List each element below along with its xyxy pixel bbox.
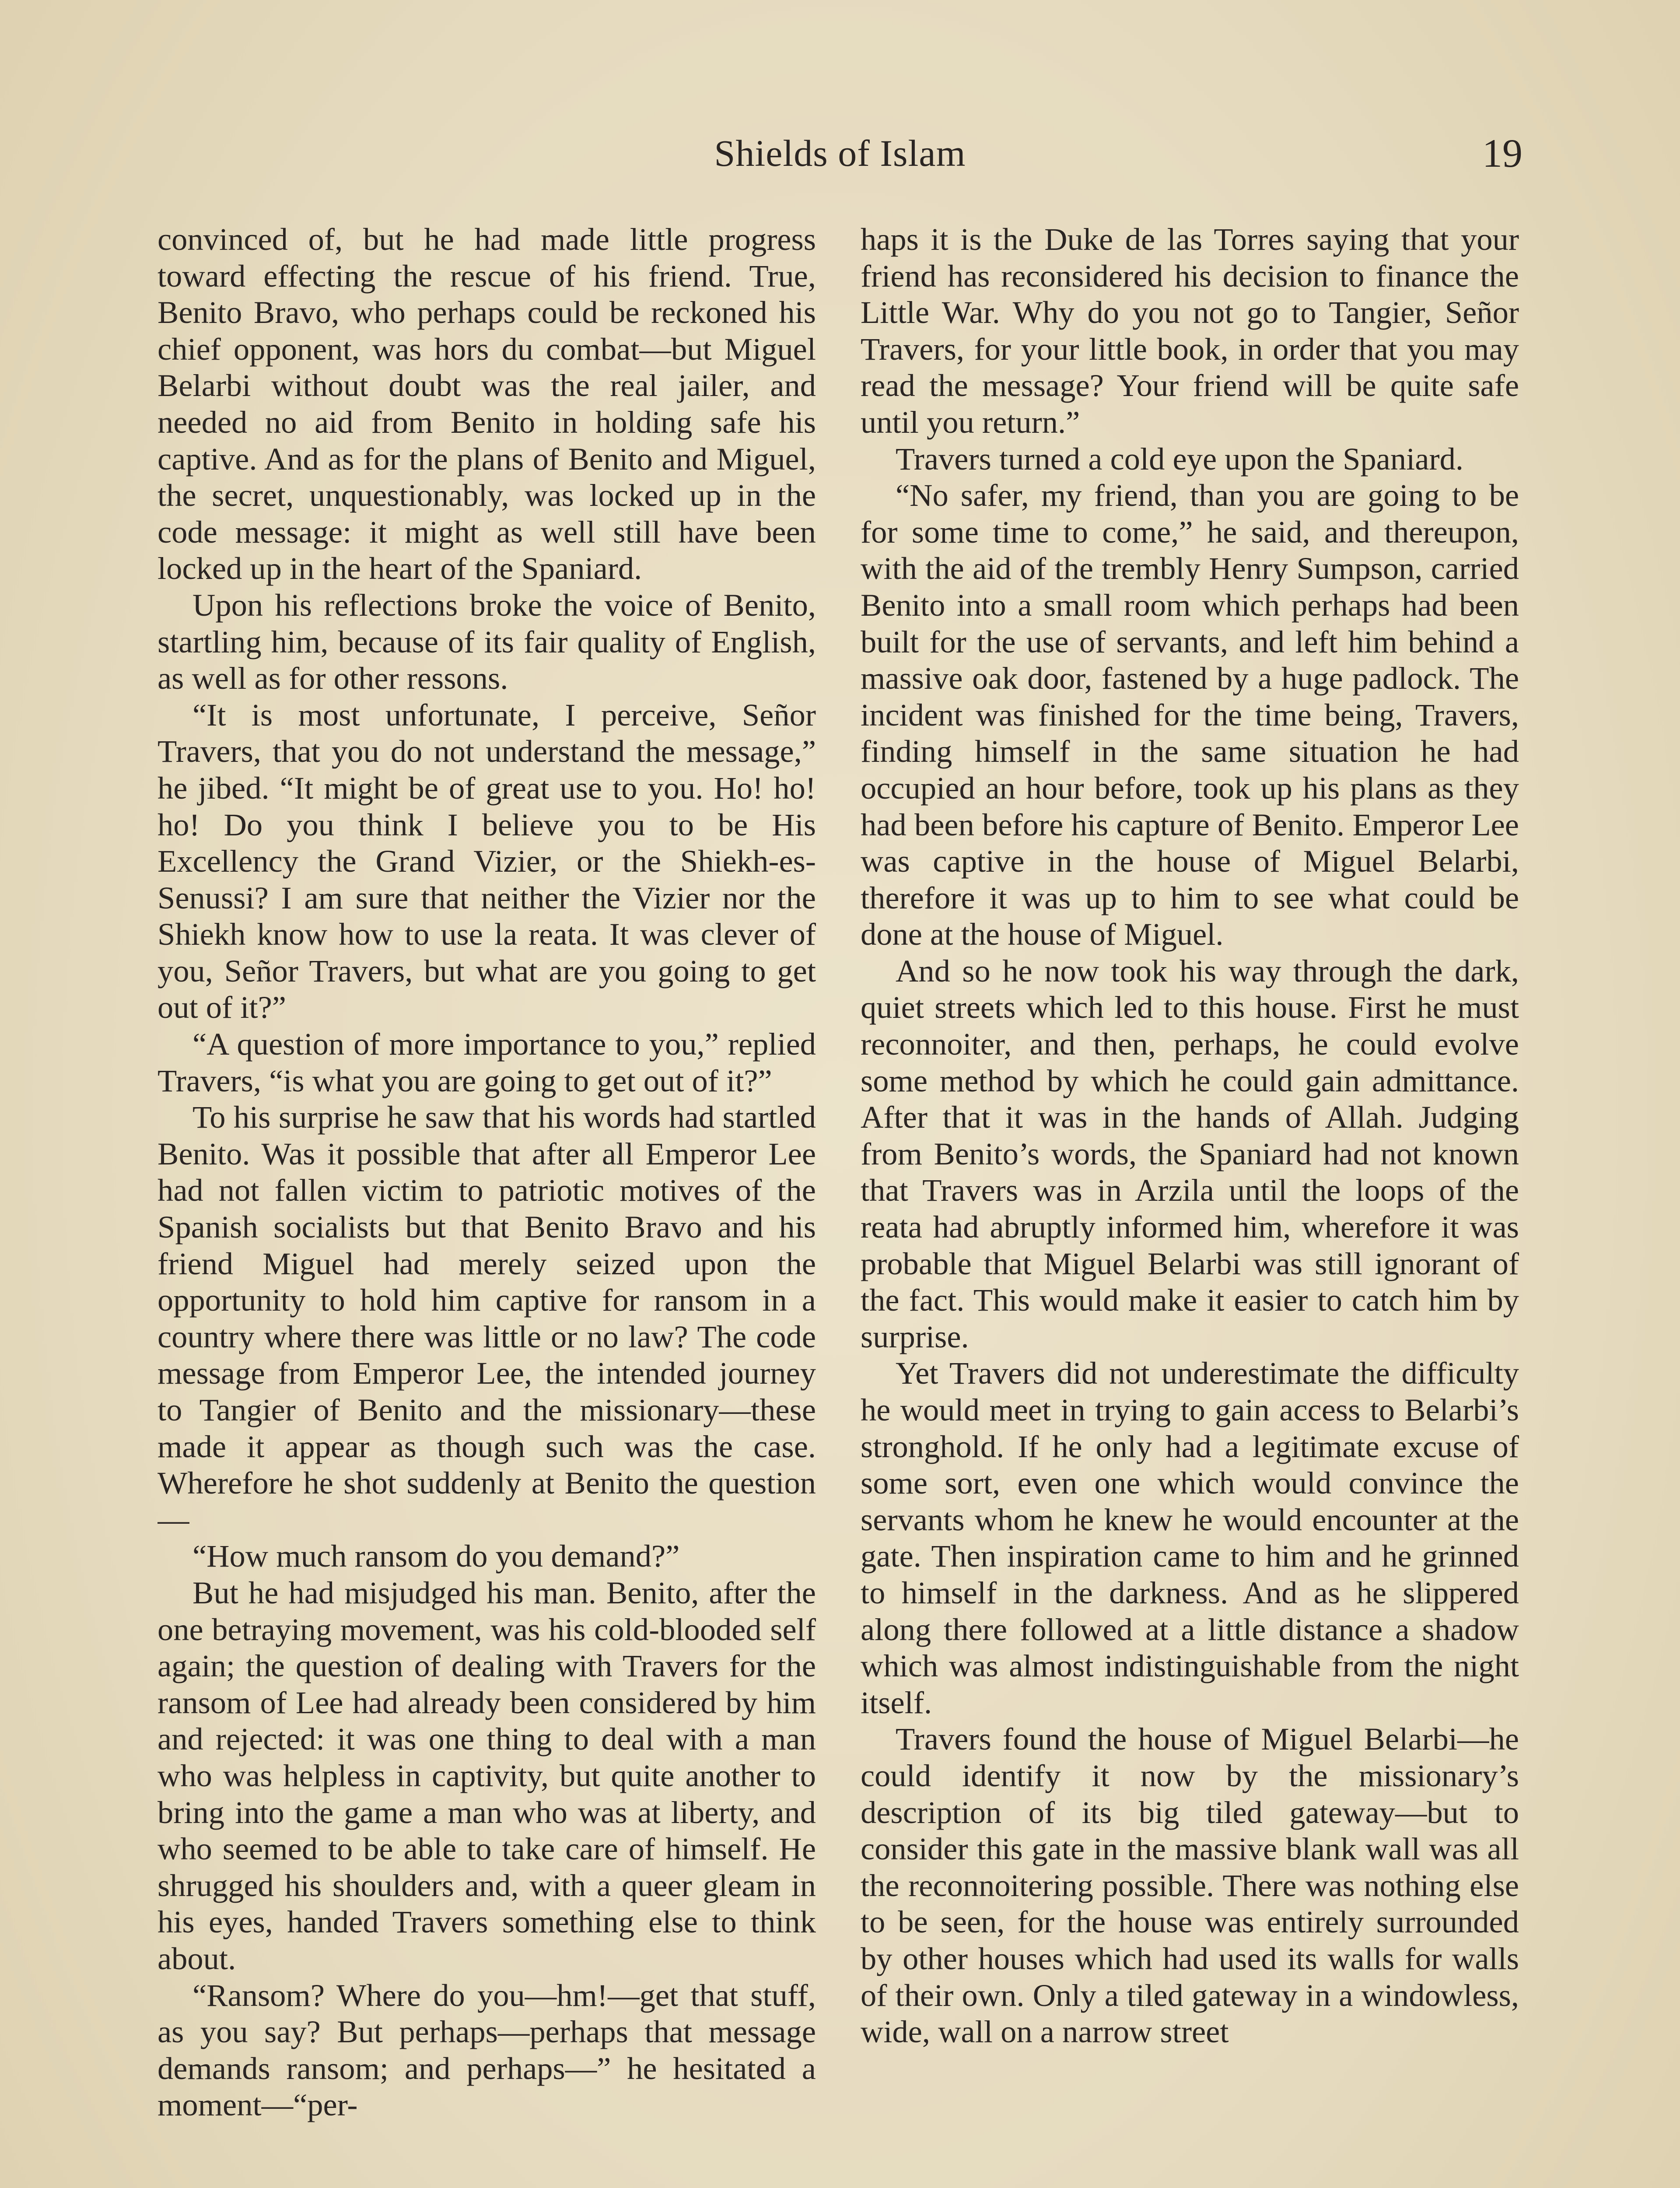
paragraph: “How much ransom do you demand?”	[192, 1538, 680, 1574]
text-columns	[158, 221, 1522, 2188]
paragraph: haps it is the Duke de las Torres saying that your friend has reconsidered his decision to finance the Little War. Why do you not go to Tangier, Señor Travers, for your little book, in order that you may read the message? Your friend will be quite safe until you return.”	[861, 221, 1519, 440]
paragraph: “A question of more importance to you,” replied Travers, “is what you are going to get out of it?”	[158, 1026, 816, 1098]
paragraph: To his surprise he saw that his words had startled Benito. Was it possible that after all Emperor Lee had not fallen victim to patriotic motives of the Spanish socialists but that Benito Bravo and his friend Miguel had merely seized upon the opportunity to hold him captive for ransom in a country where there was little or no law? The code message from Emperor Lee, the intended journey to Tangier of Benito and the missionary—these made it appear as though such was the case. Wherefore he shot suddenly at Benito the question—	[158, 1099, 816, 1537]
paragraph: “Ransom? Where do you—hm!—get that stuff, as you say? But perhaps—perhaps that message demands ransom; and perhaps—” he hesitated a moment—“per-	[158, 1977, 816, 2123]
paragraph: Travers turned a cold eye upon the Spaniard.	[896, 441, 1463, 477]
paragraph: Travers found the house of Miguel Belarbi—he could identify it now by the missionary’s description of its big tiled gateway—but to consider this gate in the massive blank wall was all the reconnoitering possible. There was nothing else to be seen, for the house was entirely surrounded by other houses which had used its walls for walls of their own. Only a tiled gateway in a windowless, wide, wall on a narrow street	[861, 1721, 1519, 2050]
paragraph: “It is most unfortunate, I perceive, Señor Travers, that you do not understand the message,” he jibed. “It might be of great use to you. Ho! ho! ho! Do you think I believe you to be His Excellency the Grand Vizier, or the Shiekh-es-Senussi? I am sure that neither the Vizier nor the Shiekh know how to use la reata. It was clever of you, Señor Travers, but what are you going to get out of it?”	[158, 697, 816, 1025]
paragraph: And so he now took his way through the dark, quiet streets which led to this house. First he must reconnoiter, and then, perhaps, he could evolve some method by which he could gain admittance. After that it was in the hands of Allah. Judging from Benito’s words, the Spaniard had not known that Travers was in Arzila until the loops of the reata had abruptly informed him, wherefore it was probable that Miguel Belarbi was still ignorant of the fact. This would make it easier to catch him by surprise.	[861, 953, 1519, 1354]
paragraph: “No safer, my friend, than you are going to be for some time to come,” he said, and thereupon, with the aid of the trembly Henry Sumpson, carried Benito into a small room which perhaps had been built for the use of servants, and left him behind a massive oak door, fastened by a huge padlock. The incident was finished for the time being, Travers, finding himself in the same situation he had occupied an hour before, took up his plans as they had been before his capture of Benito. Emperor Lee was captive in the house of Miguel Belarbi, therefore it was up to him to see what could be done at the house of Miguel.	[861, 477, 1519, 952]
left-column	[158, 221, 816, 2188]
page-header	[158, 127, 1522, 188]
paragraph: convinced of, but he had made little progress toward effecting the rescue of his friend. True, Benito Bravo, who perhaps could be reckoned his chief opponent, was hors du combat—but Miguel Belarbi without doubt was the real jailer, and needed no aid from Benito in holding safe his captive. And as for the plans of Benito and Miguel, the secret, unquestionably, was locked up in the code message: it might as well still have been locked up in the heart of the Spaniard.	[158, 221, 816, 586]
paragraph: Yet Travers did not underestimate the difficulty he would meet in trying to gain access to Belarbi’s stronghold. If he only had a legitimate excuse of some sort, even one which would convince the servants whom he knew he would encounter at the gate. Then inspiration came to him and he grinned to himself in the darkness. And as he slippered along there followed at a little distance a shadow which was almost indistinguishable from the night itself.	[861, 1355, 1519, 1720]
right-column	[861, 221, 1519, 2188]
running-title: Shields of Islam	[714, 132, 966, 174]
page-number: 19	[1482, 131, 1522, 175]
paragraph: Upon his reflections broke the voice of Benito, startling him, because of its fair quality of English, as well as for other ressons.	[158, 587, 816, 696]
paragraph: But he had misjudged his man. Benito, after the one betraying movement, was his cold-blooded self again; the question of dealing with Travers for the ransom of Lee had already been considered by him and rejected: it was one thing to deal with a man who was helpless in captivity, but quite another to bring into the game a man who was at liberty, and who seemed to be able to take care of himself. He shrugged his shoulders and, with a queer gleam in his eyes, handed Travers something else to think about.	[158, 1574, 816, 1976]
